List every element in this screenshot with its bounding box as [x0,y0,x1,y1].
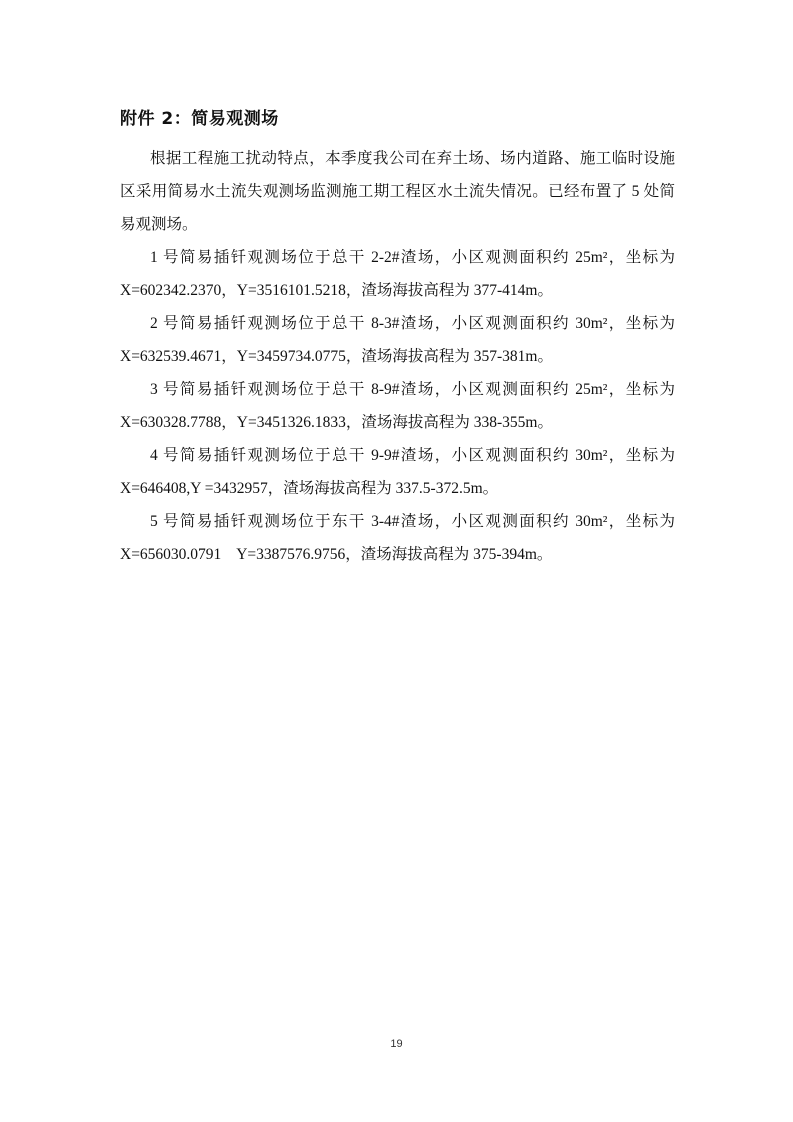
site-line: X=632539.4671，Y=3459734.0775，渣场海拔高程为 357-381m。 [120,348,553,365]
site-line: 4 号简易插钎观测场位于总干 9-9#渣场，小区观测面积约 30m²，坐标为 [150,447,675,464]
site-line: X=656030.0791 Y=3387576.9756，渣场海拔高程为 375-394m。 [120,546,553,563]
intro-line: 根据工程施工扰动特点，本季度我公司在弃土场、场内道路、施工临时设施 [150,150,675,167]
intro-line: 区采用简易水土流失观测场监测施工期工程区水土流失情况。已经布置了 5 处简 [120,183,675,200]
site-line: 3 号简易插钎观测场位于总干 8-9#渣场，小区观测面积约 25m²，坐标为 [150,381,675,398]
site-line: X=646408,Y =3432957，渣场海拔高程为 337.5-372.5m。 [120,480,499,497]
intro-line: 易观测场。 [120,216,198,233]
appendix-heading: 附件 2：简易观测场 [120,109,279,129]
site-line: X=602342.2370，Y=3516101.5218，渣场海拔高程为 377-414m。 [120,282,553,299]
site-line: 1 号简易插钎观测场位于总干 2-2#渣场，小区观测面积约 25m²，坐标为 [150,249,675,266]
page-number: 19 [390,1038,403,1050]
site-line: 5 号简易插钎观测场位于东干 3-4#渣场，小区观测面积约 30m²，坐标为 [150,513,675,530]
site-line: X=630328.7788，Y=3451326.1833，渣场海拔高程为 338-355m。 [120,414,553,431]
site-line: 2 号简易插钎观测场位于总干 8-3#渣场，小区观测面积约 30m²，坐标为 [150,315,675,332]
